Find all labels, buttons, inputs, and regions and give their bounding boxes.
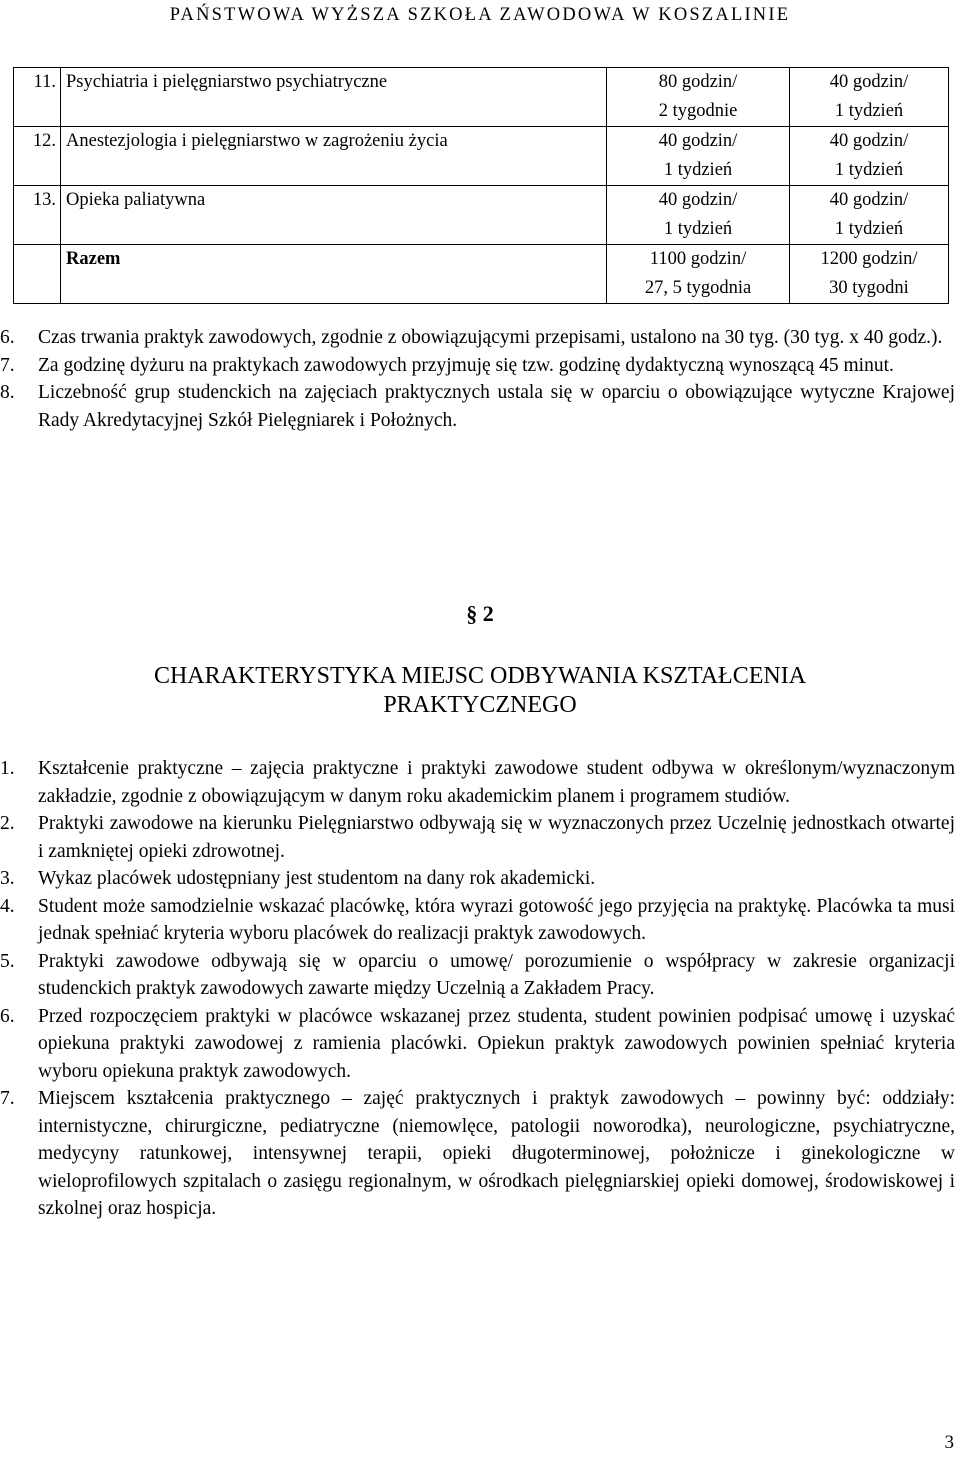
row-hours-a: 40 godzin/ 1 tydzień bbox=[607, 127, 790, 186]
row-subject: Anestezjologia i pielęgniarstwo w zagrożeniu życia bbox=[61, 127, 607, 186]
row-number: 12. bbox=[14, 127, 61, 186]
list-item: 5. Praktyki zawodowe odbywają się w oparciu o umowę/ porozumienie o współpracy w zakresie organizacji studenckich praktyk zawodowych zawarte między Uczelnią a Zakładem Pracy. bbox=[0, 950, 955, 999]
list-item: 6. Przed rozpoczęciem praktyki w placówce wskazanej przez studenta, student powinien podpisać umowę i uzyskać opiekuna praktyki zawodowej z ramienia placówki. Opiekun praktyk zawodowych powinien spełniać kryteria wyboru opiekuna praktyk zawodowych. bbox=[0, 1005, 955, 1082]
page-header: PAŃSTWOWA WYŻSZA SZKOŁA ZAWODOWA W KOSZALINIE bbox=[169, 5, 791, 25]
row-hours-a: 40 godzin/ 1 tydzień bbox=[607, 186, 790, 245]
row-subject: Opieka paliatywna bbox=[61, 186, 607, 245]
list-item: 7. Za godzinę dyżuru na praktykach zawodowych przyjmuję się tzw. godzinę dydaktyczną wynoszącą 45 minut. bbox=[0, 354, 894, 376]
table-total-row bbox=[14, 245, 949, 304]
numbered-list-a bbox=[0, 324, 955, 434]
section-mark: § 2 bbox=[466, 601, 494, 626]
table-row bbox=[14, 186, 949, 245]
numbered-list-b bbox=[0, 755, 955, 1223]
list-item: 6. Czas trwania praktyk zawodowych, zgodnie z obowiązującymi przepisami, ustalono na 30 tyg. (30 tyg. x 40 godz.). bbox=[0, 327, 943, 348]
row-subject: Psychiatria i pielęgniarstwo psychiatryczne bbox=[61, 68, 607, 127]
list-item: 8. Liczebność grup studenckich na zajęciach praktycznych ustala się w oparciu o obowiązujące wytyczne Krajowej Rady Akredytacyjnej Szkół Pielęgniarek i Położnych. bbox=[0, 382, 955, 431]
hours-table bbox=[13, 67, 949, 304]
total-label: Razem bbox=[61, 245, 607, 304]
row-hours-b: 40 godzin/ 1 tydzień bbox=[790, 186, 949, 245]
list-item: 2. Praktyki zawodowe na kierunku Pielęgniarstwo odbywają się w wyznaczonych przez Uczelnię jednostkach otwartej i zamkniętej opieki zdrowotnej. bbox=[0, 813, 955, 862]
list-item: 4. Student może samodzielnie wskazać placówkę, która wyrazi gotowość jego przyjęcia na praktykę. Placówka ta musi jednak spełniać kryteria wyboru placówek do realizacji praktyk zawodowych. bbox=[0, 895, 955, 944]
row-hours-b: 40 godzin/ 1 tydzień bbox=[790, 127, 949, 186]
list-item: 1. Kształcenie praktyczne – zajęcia praktyczne i praktyki zawodowe student odbywa w określonym/wyznaczonym zakładzie, zgodnie z obowiązującym w danym roku akademickim planem i programem studiów. bbox=[0, 758, 955, 807]
list-item: 3. Wykaz placówek udostępniany jest studentom na dany rok akademicki. bbox=[0, 868, 596, 889]
table-row bbox=[14, 127, 949, 186]
page-number: 3 bbox=[944, 1432, 954, 1453]
row-hours-b: 40 godzin/ 1 tydzień bbox=[790, 68, 949, 127]
total-hours-b: 1200 godzin/ 30 tygodni bbox=[790, 245, 949, 304]
row-number: 13. bbox=[14, 186, 61, 245]
row-number: 11. bbox=[14, 68, 61, 127]
total-hours-a: 1100 godzin/ 27, 5 tygodnia bbox=[607, 245, 790, 304]
section-title: CHARAKTERYSTYKA MIEJSC ODBYWANIA KSZTAŁCENIA PRAKTYCZNEGO bbox=[153, 663, 807, 718]
table-row bbox=[14, 68, 949, 127]
row-hours-a: 80 godzin/ 2 tygodnie bbox=[607, 68, 790, 127]
list-item: 7. Miejscem kształcenia praktycznego – zajęć praktycznych i praktyk zawodowych – powinny być: oddziały: internistyczne, chirurgiczne, pediatryczne (niemowlęce, patologii noworodka), neurologiczne, psychiatryczne, medycyny ratunkowej, intensywnej terapii, opieki długoterminowej, położnicze i ginekologiczne w wieloprofilowych szpitalach o zasięgu regionalnym, w ośrodkach pielęgniarskiej opieki domowej, środowiskowej i szkolnej oraz hospicja. bbox=[0, 1088, 955, 1219]
